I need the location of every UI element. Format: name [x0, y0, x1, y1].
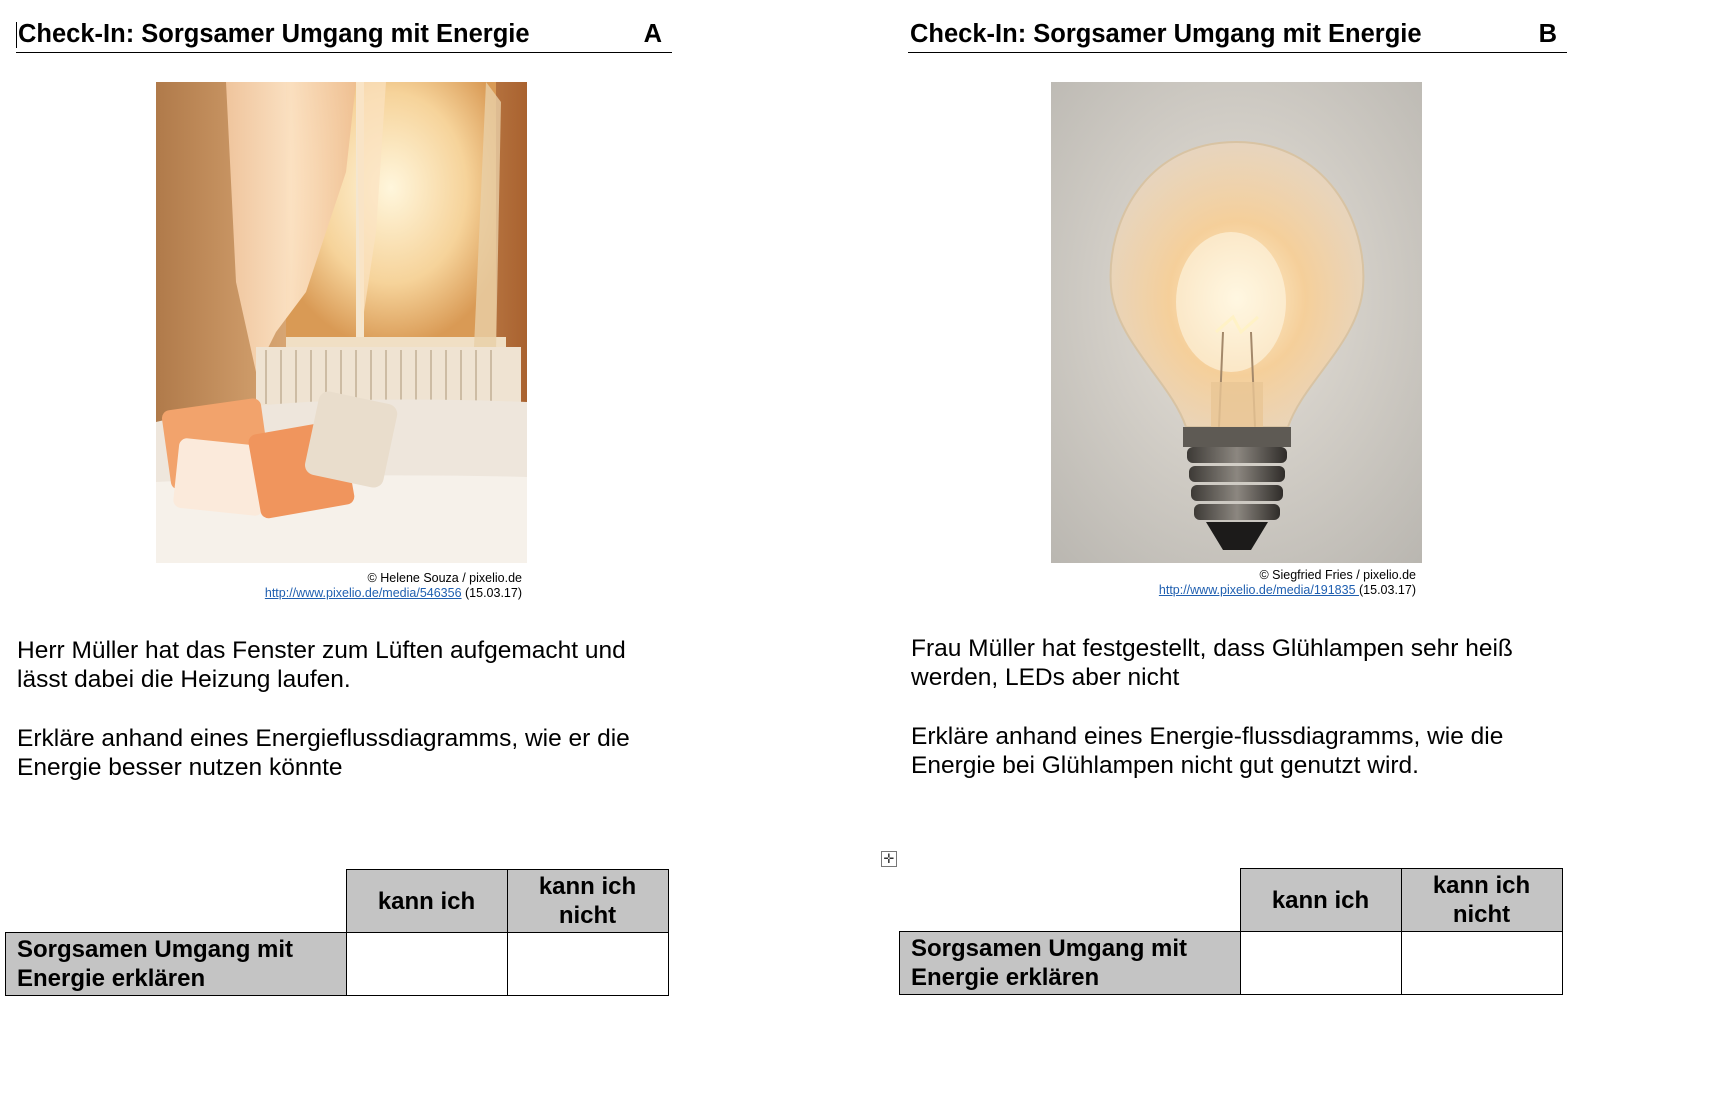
- column-header-cannot: kann ich nicht: [507, 870, 668, 933]
- self-assessment-table: [5, 869, 669, 996]
- photo-credit: [1159, 568, 1416, 598]
- task-situation: Herr Müller hat das Fenster zum Lüften aufgemacht und lässt dabei die Heizung laufen.: [17, 637, 626, 693]
- light-bulb-photo: [1051, 82, 1422, 563]
- credit-link[interactable]: http://www.pixelio.de/media/546356: [264, 586, 462, 600]
- column-header-cannot: kann ich nicht: [1401, 869, 1562, 932]
- checkbox-cell-can[interactable]: [1240, 932, 1401, 995]
- credit-author: © Helene Souza / pixelio.de: [367, 571, 522, 585]
- card-title: Check-In: Sorgsamer Umgang mit Energie: [910, 20, 1422, 48]
- column-header-can: kann ich: [1240, 869, 1401, 932]
- task-instruction: Erkläre anhand eines Energieflussdiagramms, wie er die Energie besser nutzen könnte: [17, 725, 630, 781]
- task-situation: Frau Müller hat festgestellt, dass Glühlampen sehr heiß werden, LEDs aber nicht: [911, 635, 1513, 691]
- credit-author: © Siegfried Fries / pixelio.de: [1259, 568, 1416, 582]
- checkbox-cell-cannot[interactable]: [507, 933, 668, 996]
- room-window-photo: [156, 82, 527, 563]
- row-label: Sorgsamen Umgang mit Energie erklären: [900, 932, 1241, 995]
- card-title: Check-In: Sorgsamer Umgang mit Energie: [18, 20, 530, 48]
- credit-link[interactable]: http://www.pixelio.de/media/191835: [1158, 583, 1360, 597]
- task-instruction: Erkläre anhand eines Energie-flussdiagramms, wie die Energie bei Glühlampen nicht gut genutzt wird.: [911, 723, 1504, 779]
- self-assessment-table: [899, 868, 1563, 995]
- column-header-can: kann ich: [346, 870, 507, 933]
- checkbox-cell-cannot[interactable]: [1401, 932, 1562, 995]
- credit-date: (15.03.17): [1359, 583, 1416, 597]
- card-letter: A: [643, 20, 662, 48]
- photo-credit: [265, 571, 522, 601]
- checkbox-cell-can[interactable]: [346, 933, 507, 996]
- task-text: [17, 636, 677, 812]
- table-corner: [6, 870, 347, 933]
- row-label: Sorgsamen Umgang mit Energie erklären: [6, 933, 347, 996]
- table-corner: [900, 869, 1241, 932]
- credit-date: (15.03.17): [461, 586, 522, 600]
- move-handle-icon[interactable]: ✛: [881, 851, 897, 867]
- card-letter: B: [1538, 20, 1557, 48]
- card-header: [16, 18, 672, 53]
- card-header: [908, 18, 1567, 53]
- task-text: [911, 634, 1551, 810]
